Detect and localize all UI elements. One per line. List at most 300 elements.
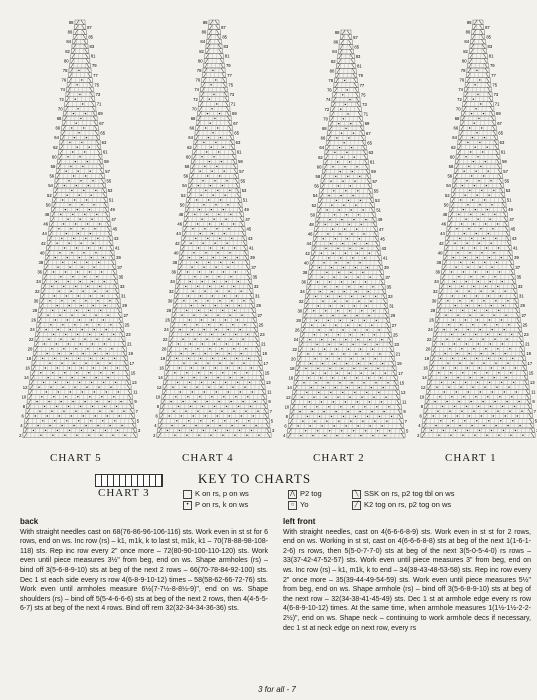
page-footer: 3 for all - 7	[258, 685, 296, 694]
row-number: 52	[445, 192, 450, 198]
row-number: 82	[463, 48, 468, 54]
key-item	[288, 489, 322, 499]
row-number: 57	[503, 168, 508, 174]
row-number: 31	[121, 293, 126, 299]
row-number: 28	[296, 318, 301, 323]
row-number: 10	[284, 404, 290, 410]
row-number: 49	[377, 217, 383, 223]
row-number: 44	[306, 241, 312, 247]
p2tog-symbol-icon: ⋀	[288, 490, 297, 499]
row-number: 20	[425, 346, 431, 352]
row-number: 37	[251, 264, 257, 270]
row-number: 79	[489, 63, 495, 69]
row-number: 45	[380, 236, 385, 242]
row-number: 57	[105, 168, 110, 174]
row-number: 72	[59, 96, 64, 102]
row-number: 41	[512, 245, 518, 251]
row-number: 24	[164, 327, 169, 333]
row-number: 86	[333, 39, 339, 45]
row-number: 58	[448, 164, 454, 169]
row-number: 40	[303, 260, 309, 266]
row-number: 19	[128, 351, 133, 357]
row-number: 84	[200, 39, 206, 45]
row-number: 50	[179, 202, 185, 208]
row-number: 42	[438, 240, 444, 246]
row-number: 14	[24, 375, 29, 381]
row-number: 65	[367, 140, 372, 146]
row-number: 61	[102, 149, 108, 155]
row-number: 9	[134, 399, 137, 405]
row-number: 20	[27, 346, 33, 352]
row-number: 24	[428, 327, 433, 333]
row-number: 68	[454, 116, 460, 121]
row-number: 74	[325, 97, 331, 103]
row-number: 27	[257, 312, 263, 318]
row-number: 56	[447, 173, 453, 179]
row-number: 51	[506, 197, 512, 203]
row-number: 17	[398, 370, 403, 376]
row-number: 88	[202, 20, 208, 25]
row-number: 39	[250, 255, 255, 261]
row-number: 71	[494, 101, 500, 107]
row-number: 69	[98, 111, 103, 117]
row-number: 2	[417, 432, 420, 438]
row-number: 78	[196, 68, 202, 73]
row-number: 44	[176, 231, 181, 237]
row-number: 60	[449, 154, 455, 160]
row-number: 46	[307, 231, 313, 237]
row-number: 12	[420, 384, 426, 390]
row-number: 39	[514, 255, 519, 261]
row-number: 67	[99, 120, 104, 126]
row-number: 75	[94, 82, 100, 88]
row-number: 71	[363, 111, 369, 117]
row-number: 63	[235, 140, 241, 145]
row-number: 16	[25, 365, 30, 371]
row-number: 3	[137, 428, 141, 433]
row-number: 78	[460, 68, 466, 73]
row-number: 59	[238, 159, 243, 165]
row-number: 23	[394, 342, 400, 347]
chart-4-label: CHART 4	[182, 452, 234, 464]
row-number: 13	[265, 380, 271, 385]
row-number: 67	[366, 130, 371, 136]
left-front-section	[283, 517, 531, 633]
row-number: 11	[531, 389, 536, 395]
row-number: 69	[232, 111, 237, 117]
row-number: 58	[315, 174, 321, 179]
row-number: 68	[321, 126, 327, 131]
row-number: 51	[376, 207, 381, 213]
row-number: 51	[242, 197, 248, 203]
row-number: 62	[318, 154, 323, 160]
row-number: 70	[323, 116, 328, 122]
row-number: 60	[51, 154, 57, 160]
row-number: 77	[93, 72, 98, 78]
row-number: 45	[246, 226, 252, 232]
row-number: 77	[227, 72, 232, 78]
row-number: 59	[104, 159, 109, 165]
row-number: 75	[492, 82, 498, 88]
row-number: 87	[353, 34, 358, 40]
row-number: 47	[245, 216, 251, 222]
row-number: 27	[521, 312, 527, 318]
row-number: 46	[43, 221, 49, 227]
key-item	[288, 500, 309, 510]
row-number: 25	[393, 332, 398, 338]
row-number: 11	[267, 389, 272, 395]
row-number: 71	[230, 101, 236, 107]
row-number: 87	[485, 24, 490, 30]
row-number: 49	[508, 207, 513, 213]
row-number: 32	[298, 298, 304, 304]
row-number: 82	[65, 48, 70, 54]
row-number: 37	[117, 264, 123, 270]
row-number: 64	[54, 135, 59, 141]
row-number: 78	[328, 78, 334, 83]
row-number: 56	[314, 183, 319, 189]
row-number: 43	[381, 246, 387, 251]
row-number: 12	[156, 384, 162, 390]
row-number: 83	[355, 54, 361, 59]
row-number: 5	[534, 418, 537, 424]
row-number: 70	[455, 106, 461, 112]
row-number: 84	[332, 49, 337, 55]
row-number: 25	[124, 322, 130, 328]
row-number: 54	[312, 193, 318, 199]
row-number: 83	[89, 44, 95, 49]
row-number: 17	[263, 360, 269, 366]
row-number: 36	[435, 269, 441, 275]
row-number: 26	[165, 317, 170, 323]
row-number: 33	[119, 284, 125, 289]
row-number: 47	[378, 226, 384, 232]
row-number: 20	[161, 346, 167, 352]
row-number: 73	[229, 92, 235, 97]
row-number: 4	[154, 423, 157, 429]
row-number: 19	[526, 351, 531, 357]
chart-1-label: CHART 1	[445, 452, 497, 464]
row-number: 50	[443, 202, 449, 208]
row-number: 13	[400, 390, 406, 395]
row-number: 36	[301, 279, 307, 285]
row-number: 81	[357, 63, 362, 69]
row-number: 48	[44, 212, 50, 217]
row-number: 81	[224, 53, 230, 59]
row-number: 50	[310, 212, 316, 218]
row-number: 37	[385, 274, 391, 280]
row-number: 62	[451, 144, 456, 150]
row-number: 65	[234, 130, 240, 136]
row-number: 22	[28, 336, 34, 342]
row-number: 43	[113, 236, 119, 241]
knitting-chart-4	[417, 20, 537, 438]
row-number: 68	[56, 116, 62, 121]
row-number: 67	[497, 120, 502, 126]
row-number: 23	[523, 332, 529, 337]
row-number: 86	[201, 29, 207, 35]
row-number: 11	[133, 389, 138, 395]
row-number: 80	[63, 58, 69, 64]
row-number: 63	[101, 140, 107, 145]
row-number: 85	[354, 44, 360, 50]
row-number: 14	[287, 385, 292, 391]
row-number: 55	[504, 178, 510, 184]
row-number: 9	[532, 399, 535, 405]
row-number: 47	[509, 216, 515, 222]
row-number: 43	[247, 236, 253, 241]
key-item-text: K on rs, p on ws	[195, 489, 249, 498]
row-number: 27	[123, 312, 129, 318]
row-number: 74	[60, 87, 66, 93]
row-number: 31	[389, 303, 394, 309]
row-number: 22	[426, 336, 432, 342]
ssk-symbol-icon: ╲	[352, 490, 361, 499]
row-number: 61	[500, 149, 506, 155]
row-number: 76	[195, 77, 201, 83]
row-number: 30	[33, 298, 39, 304]
row-number: 83	[487, 44, 493, 49]
knit-symbol-icon	[183, 490, 192, 499]
row-number: 19	[262, 351, 267, 357]
row-number: 86	[67, 29, 73, 35]
row-number: 32	[168, 288, 174, 294]
row-number: 32	[34, 288, 40, 294]
row-number: 81	[488, 53, 494, 59]
row-number: 56	[183, 173, 189, 179]
row-number: 82	[199, 48, 204, 54]
row-number: 78	[62, 68, 68, 73]
row-number: 15	[264, 370, 270, 376]
row-number: 8	[420, 404, 424, 409]
row-number: 38	[302, 270, 308, 275]
row-number: 12	[285, 394, 291, 400]
row-number: 7	[269, 408, 272, 414]
row-number: 28	[430, 308, 436, 313]
row-number: 5	[270, 418, 274, 424]
row-number: 75	[228, 82, 234, 88]
row-number: 85	[486, 34, 491, 40]
row-number: 66	[55, 125, 61, 131]
row-number: 4	[283, 433, 286, 439]
row-number: 75	[360, 92, 366, 98]
row-number: 32	[432, 288, 438, 294]
row-number: 7	[533, 408, 536, 414]
row-number: 16	[288, 375, 294, 381]
row-number: 53	[375, 198, 380, 203]
row-number: 6	[155, 413, 158, 419]
row-number: 36	[171, 269, 177, 275]
row-number: 59	[502, 159, 507, 165]
row-number: 7	[135, 408, 138, 414]
row-number: 33	[517, 284, 523, 289]
row-number: 34	[434, 279, 439, 285]
row-number: 30	[167, 298, 173, 304]
row-number: 45	[112, 226, 118, 232]
row-number: 80	[197, 58, 203, 64]
row-number: 25	[258, 322, 264, 328]
row-number: 10	[419, 394, 425, 400]
row-number: 72	[193, 96, 198, 102]
row-number: 24	[293, 337, 299, 343]
row-number: 56	[49, 173, 55, 179]
row-number: 80	[461, 58, 467, 64]
row-number: 87	[221, 24, 226, 30]
row-number: 23	[125, 332, 131, 337]
row-number: 5	[405, 428, 409, 434]
row-number: 14	[158, 375, 163, 381]
row-number: 19	[396, 361, 402, 367]
key-item-text: Yo	[300, 500, 309, 509]
knitting-chart-2	[153, 20, 275, 438]
row-number: 65	[100, 130, 106, 136]
row-number: 8	[285, 414, 288, 419]
row-number: 88	[466, 20, 472, 25]
row-number: 71	[96, 101, 102, 107]
row-number: 27	[391, 322, 397, 328]
row-number: 16	[423, 365, 428, 371]
row-number: 51	[108, 197, 114, 203]
back-text: With straight needles cast on 68(76-86-96-106-116) sts. Work even in st st for 6 rows, end on ws. Inc row (rs) – k1, m1k, k to last st, m1k, k1 – 70(78-88-98-108-118) sts. Rep inc row every 2" once more – 72(80-90-100-110-120) sts. Work even until piece measures 3½" from beg, end on ws. Shape armholes (rs) – bind off 3(5-6-8-9-10) sts at beg of the next 2 rows – 66(70-78-84-92-100) sts. Dec 1 st each side every rs row 4(6-8-9-10-12) times – 58(58-62-66-72-76) sts. Work even until armholes measure 6½(7-7½-8-8½-9)", end on ws. Shape shoulders (rs) – bind off 5(5-4-6-6-6) sts at beg of the next 2 rows, then 4(4-5-5-6-7) sts at beg of the next 4 rows. Bind off rem 32(32-34-34-36-36) sts.	[20, 528, 268, 613]
row-number: 22	[162, 336, 168, 342]
row-number: 64	[319, 145, 325, 151]
row-number: 30	[431, 298, 437, 304]
row-number: 57	[372, 178, 378, 184]
row-number: 85	[88, 34, 93, 40]
row-number: 33	[387, 294, 393, 299]
row-number: 13	[131, 380, 137, 385]
row-number: 18	[424, 356, 430, 361]
row-number: 42	[40, 240, 46, 246]
purl-symbol-icon: •	[183, 501, 192, 510]
row-number: 24	[30, 327, 35, 333]
row-number: 55	[240, 178, 246, 184]
row-number: 53	[107, 188, 113, 193]
row-number: 9	[268, 399, 271, 405]
row-number: 48	[309, 222, 314, 227]
row-number: 52	[311, 202, 317, 208]
row-number: 35	[118, 274, 124, 280]
row-number: 12	[22, 384, 28, 390]
row-number: 54	[182, 183, 187, 189]
row-number: 35	[386, 284, 392, 290]
row-number: 82	[330, 58, 336, 64]
row-number: 29	[390, 313, 396, 319]
row-number: 62	[53, 144, 58, 150]
row-number: 16	[159, 365, 164, 371]
row-number: 30	[297, 308, 303, 314]
row-number: 34	[300, 289, 305, 295]
row-number: 63	[499, 140, 505, 145]
left-front-heading: left front	[283, 517, 316, 526]
row-number: 22	[292, 346, 298, 352]
row-number: 69	[364, 121, 370, 127]
key-item	[183, 489, 249, 499]
row-number: 47	[111, 216, 117, 222]
row-number: 73	[493, 92, 499, 97]
knitting-chart-1	[19, 20, 141, 438]
row-number: 41	[248, 245, 254, 251]
row-number: 61	[369, 159, 375, 165]
row-number: 21	[525, 341, 530, 347]
row-number: 23	[259, 332, 265, 337]
row-number: 4	[20, 423, 23, 429]
row-number: 45	[510, 226, 516, 232]
back-section	[20, 517, 268, 614]
row-number: 49	[244, 207, 249, 213]
row-number: 44	[42, 231, 47, 237]
key-item	[352, 500, 451, 510]
row-number: 18	[289, 366, 295, 371]
row-number: 55	[106, 178, 112, 184]
row-number: 31	[519, 293, 524, 299]
row-number: 46	[177, 221, 183, 227]
row-number: 76	[327, 87, 332, 93]
row-number: 81	[90, 53, 96, 59]
row-number: 29	[520, 303, 525, 309]
row-number: 66	[320, 135, 326, 141]
back-heading: back	[20, 517, 39, 526]
row-number: 6	[21, 413, 24, 419]
row-number: 26	[429, 317, 434, 323]
key-item-text: K2 tog on rs, p2 tog on ws	[364, 500, 452, 509]
row-number: 67	[233, 120, 238, 126]
row-number: 8	[156, 404, 160, 409]
row-number: 14	[422, 375, 427, 381]
row-number: 28	[32, 308, 38, 313]
row-number: 21	[395, 351, 401, 357]
row-number: 61	[236, 149, 242, 155]
row-number: 64	[188, 135, 193, 141]
row-number: 40	[39, 250, 45, 256]
row-number: 29	[122, 303, 127, 309]
row-number: 76	[61, 77, 67, 83]
row-number: 86	[465, 29, 471, 35]
row-number: 73	[95, 92, 101, 97]
row-number: 5	[136, 418, 140, 424]
key-item-text: SSK on rs, p2 tog tbl on ws	[364, 489, 455, 498]
row-number: 18	[26, 356, 32, 361]
row-number: 39	[116, 255, 121, 261]
row-number: 52	[181, 192, 186, 198]
row-number: 66	[189, 125, 195, 131]
row-number: 38	[172, 260, 178, 265]
row-number: 39	[384, 265, 389, 271]
row-number: 60	[185, 154, 191, 160]
row-number: 42	[305, 250, 310, 256]
row-number: 26	[31, 317, 36, 323]
key-item	[352, 489, 454, 499]
row-number: 84	[464, 39, 470, 45]
row-number: 72	[324, 106, 330, 112]
row-number: 69	[496, 111, 501, 117]
chart-3-strip	[95, 474, 163, 487]
row-number: 17	[527, 360, 533, 366]
row-number: 83	[223, 44, 229, 49]
row-number: 33	[253, 284, 259, 289]
row-number: 53	[505, 188, 511, 193]
row-number: 35	[252, 274, 258, 280]
row-number: 41	[114, 245, 120, 251]
row-number: 52	[47, 192, 52, 198]
row-number: 55	[373, 188, 379, 194]
row-number: 77	[491, 72, 496, 78]
row-number: 34	[36, 279, 41, 285]
row-number: 38	[436, 260, 442, 265]
row-number: 26	[294, 327, 300, 333]
row-number: 63	[368, 150, 374, 155]
row-number: 15	[399, 380, 405, 386]
